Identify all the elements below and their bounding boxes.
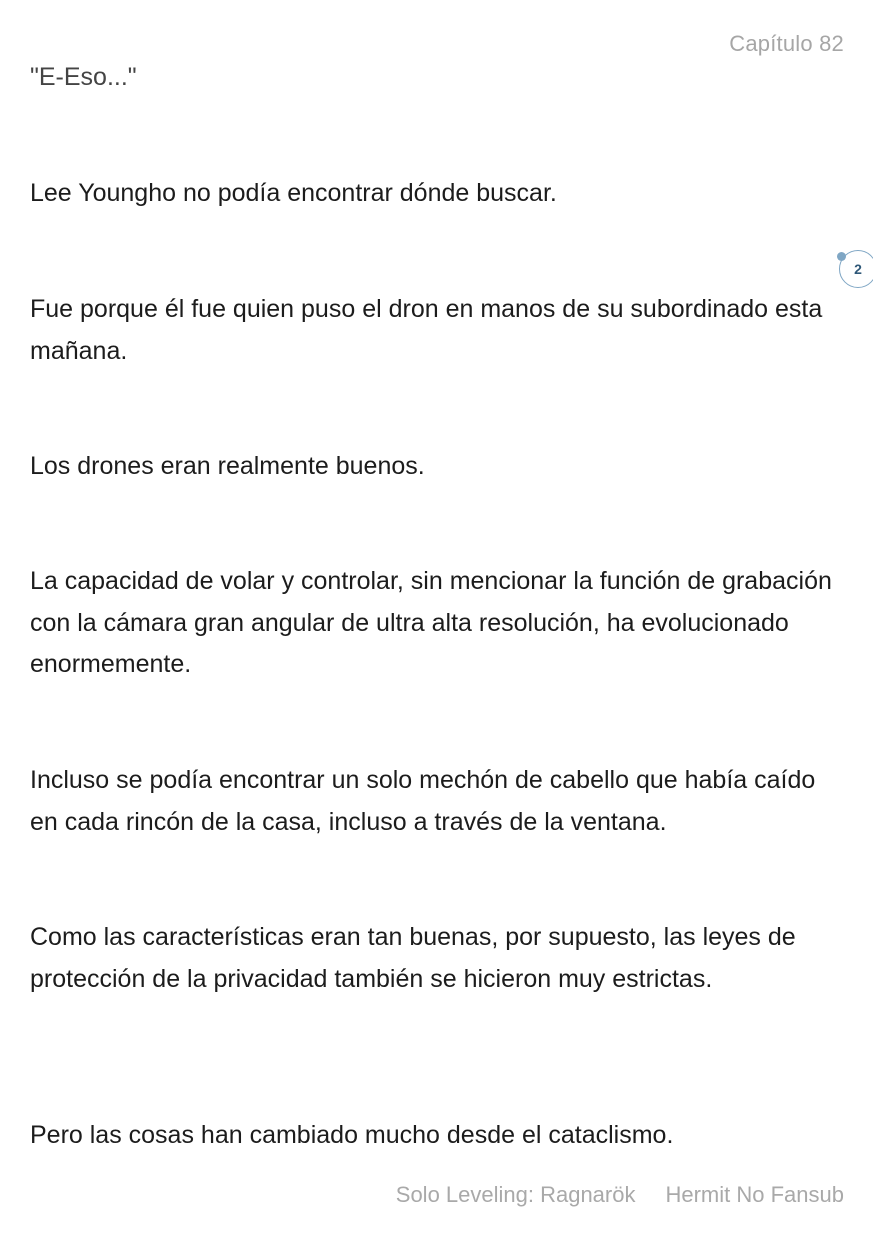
paragraph: La capacidad de volar y controlar, sin mencionar la función de grabación con la cámara gran angular de ultra alta resolución, ha evolucionado enormemente. <box>30 567 832 678</box>
footer <box>396 1182 844 1208</box>
paragraph: "E-Eso..." <box>30 63 137 91</box>
book-title: Solo Leveling: Ragnarök <box>395 1182 636 1207</box>
paragraph: Como las características eran tan buenas, por supuesto, las leyes de protección de la privacidad también se hicieron muy estrictas. <box>30 923 796 993</box>
page-indicator-button[interactable] <box>839 250 873 288</box>
page-number: 2 <box>854 261 862 277</box>
paragraph: Incluso se podía encontrar un solo mechón de cabello que había caído en cada rincón de la casa, incluso a través de la ventana. <box>30 766 816 836</box>
paragraph: Fue porque él fue quien puso el dron en manos de su subordinado esta mañana. <box>30 295 823 365</box>
paragraph: Pero las cosas han cambiado mucho desde el cataclismo. <box>30 1121 674 1149</box>
paragraph: Los drones eran realmente buenos. <box>30 452 425 480</box>
chapter-title: Capítulo 82 <box>729 31 844 56</box>
translator-credit: Hermit No Fansub <box>665 1182 844 1207</box>
paragraph: Lee Youngho no podía encontrar dónde buscar. <box>30 179 557 207</box>
